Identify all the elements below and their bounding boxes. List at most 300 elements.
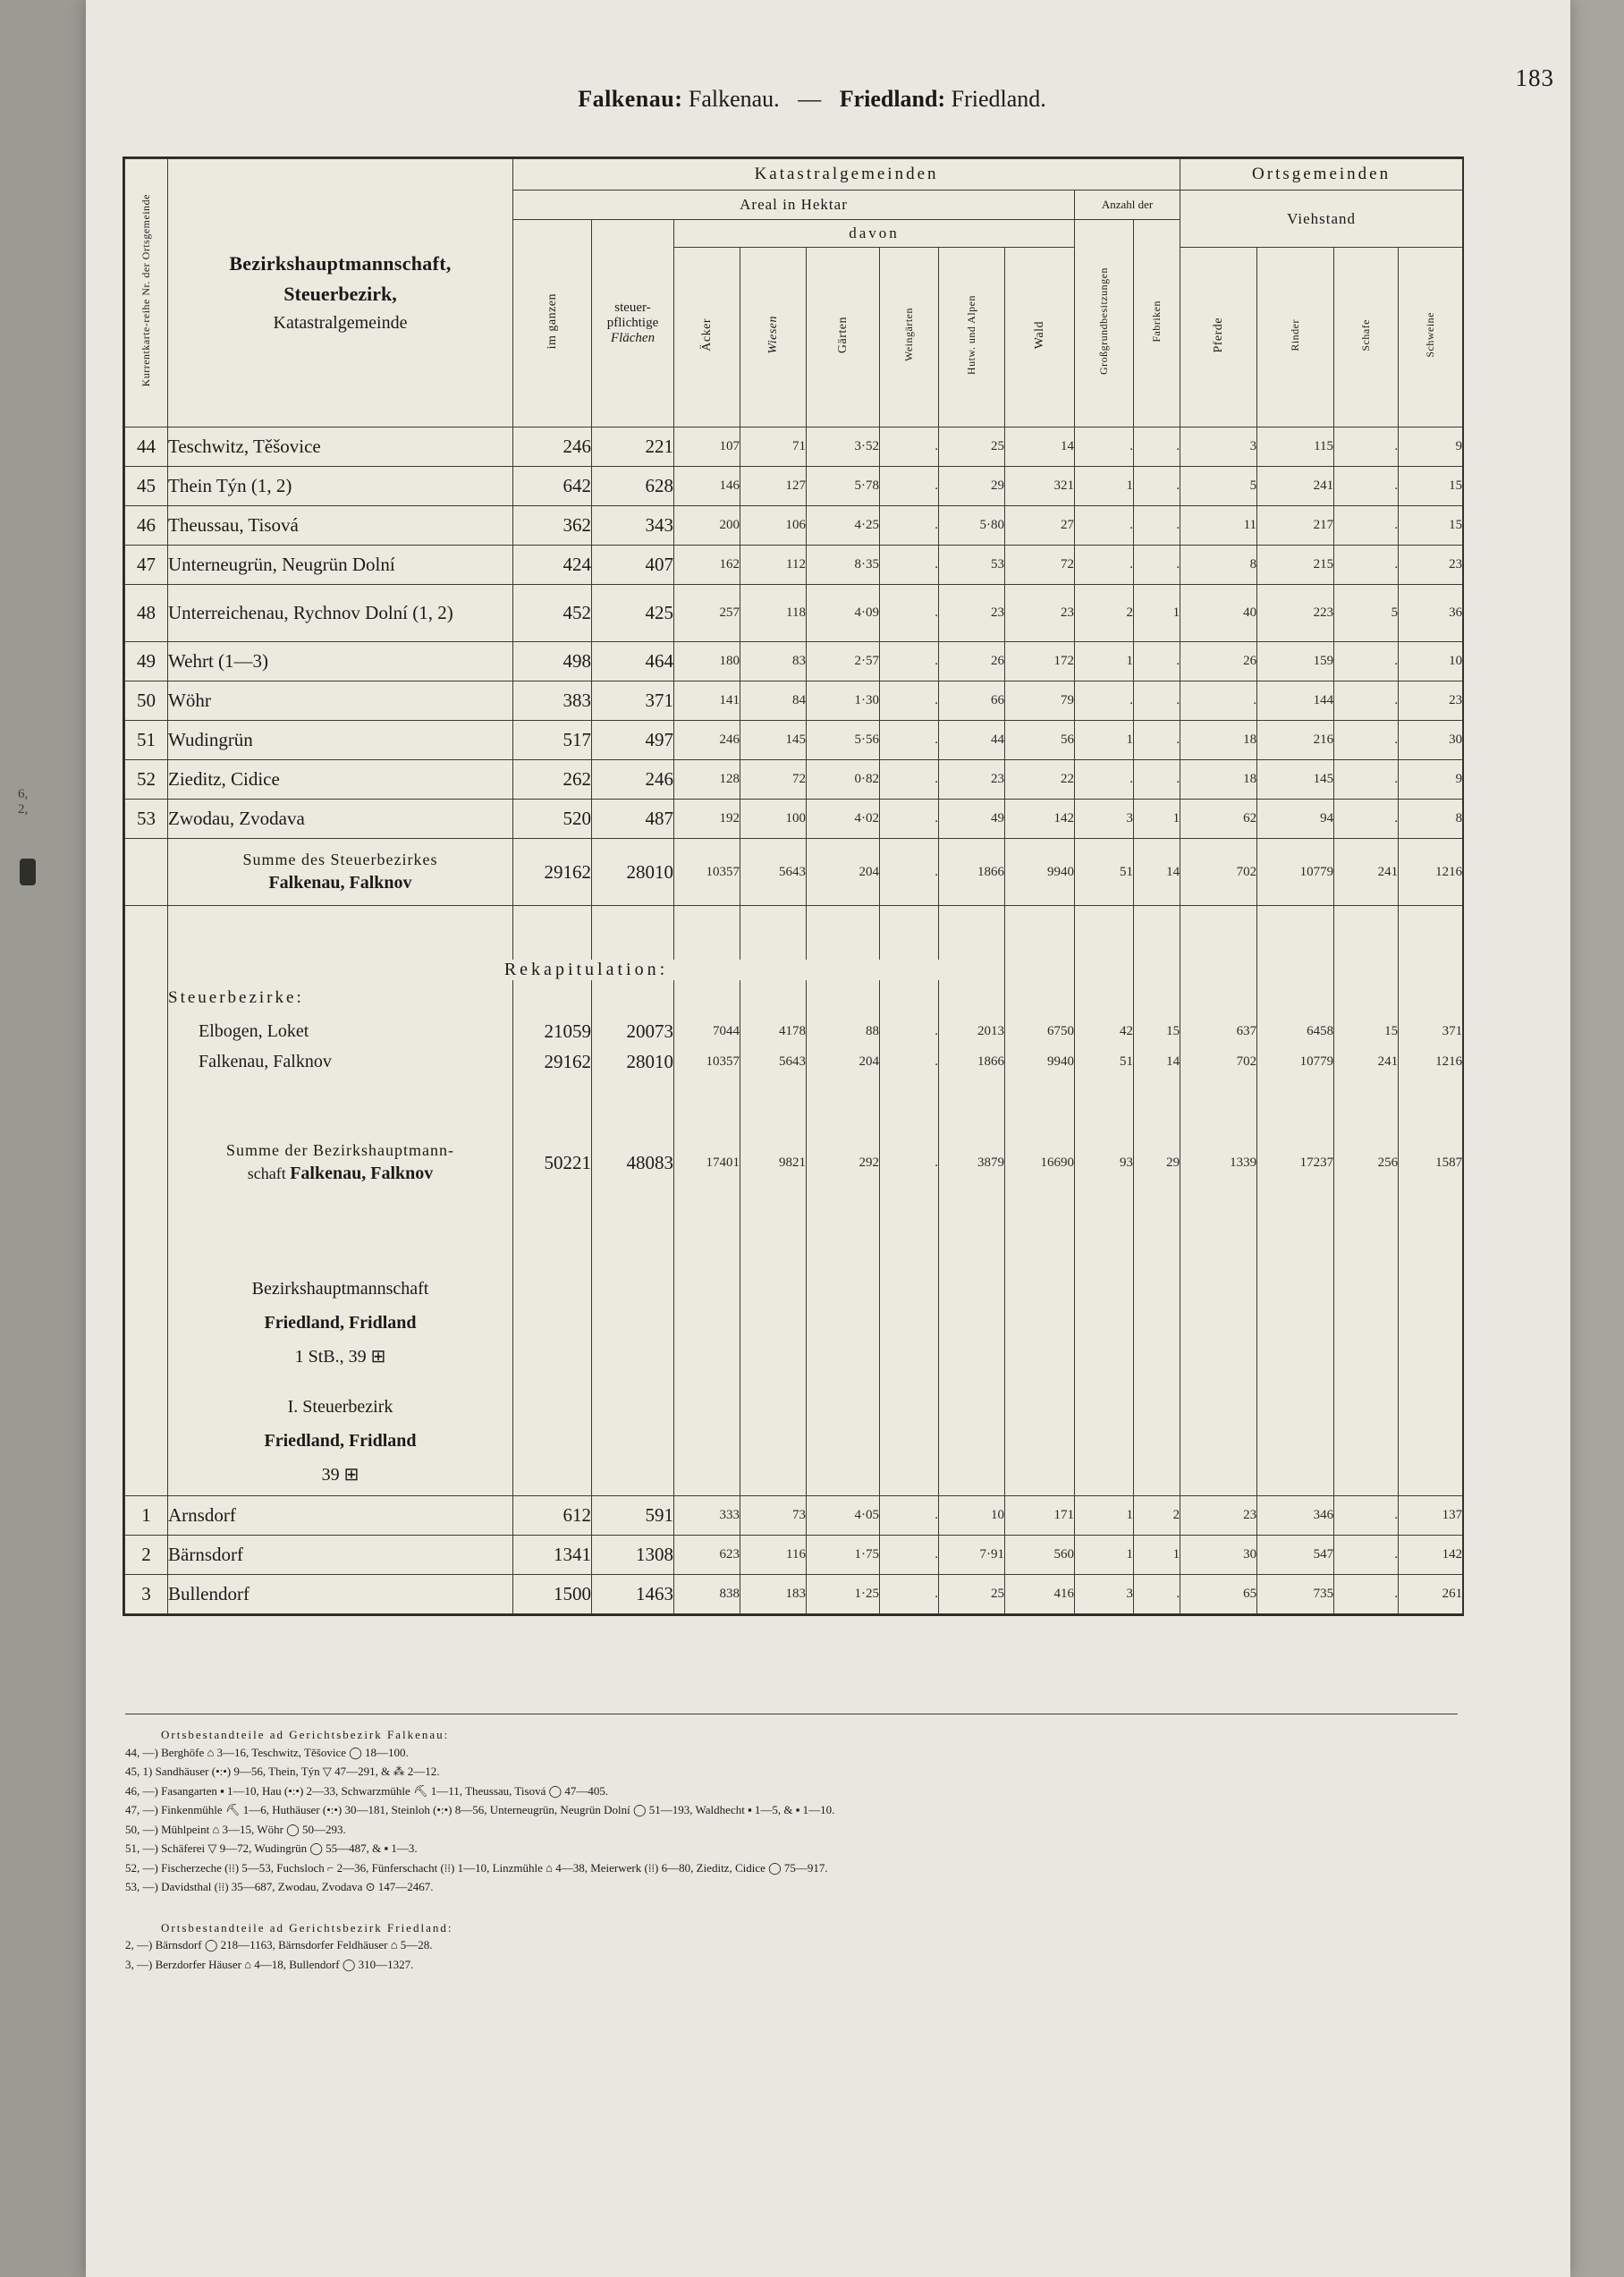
cell-gaerten: 8·35 [807, 546, 880, 585]
footnotes [125, 1726, 1458, 1975]
cell-gaerten: 4·05 [807, 1496, 880, 1536]
cell-hutweiden: 66 [939, 681, 1005, 721]
cell-weingaerten: . [880, 760, 939, 800]
cell-aecker: 162 [674, 546, 740, 585]
cell-rinder: 735 [1257, 1575, 1334, 1614]
cell-wiesen: 83 [740, 642, 807, 681]
cell-steuerpflichtig: 48083 [592, 1130, 674, 1195]
spacer-cell [592, 906, 674, 961]
cell-fabriken: 29 [1134, 1130, 1180, 1195]
spacer-cell [807, 1272, 880, 1496]
row-number: 47 [125, 546, 168, 585]
cell-schafe: 15 [1334, 1016, 1399, 1046]
cell-pferde: 702 [1180, 839, 1257, 906]
cell-wald: 27 [1005, 506, 1075, 546]
cell-schafe: 256 [1334, 1130, 1399, 1195]
cell-steuerpflichtig: 246 [592, 760, 674, 800]
cell-schafe: . [1334, 642, 1399, 681]
cell-rinder: 115 [1257, 427, 1334, 467]
header-weingaerten-label: Weingärten [902, 308, 915, 362]
spacer-cell [592, 980, 674, 1016]
page-number: 183 [1515, 64, 1554, 91]
header-pferde [1180, 248, 1257, 427]
spacer-cell [1075, 1195, 1134, 1272]
spacer-cell [1075, 906, 1134, 961]
header-areal: Areal in Hektar [513, 190, 1075, 220]
spacer-cell [740, 1195, 807, 1272]
cell-steuerpflichtig: 343 [592, 506, 674, 546]
spacer-cell [740, 906, 807, 961]
cell-rinder: 346 [1257, 1496, 1334, 1536]
header-schweine-label: Schweine [1424, 312, 1437, 358]
cell-hutweiden: 53 [939, 546, 1005, 585]
row-number: 53 [125, 800, 168, 839]
cell-schafe: . [1334, 721, 1399, 760]
cell-gaerten: 3·52 [807, 427, 880, 467]
row-name: Zieditz, Cidice [168, 760, 513, 800]
cell-pferde: 23 [1180, 1496, 1257, 1536]
cell-pferde: 62 [1180, 800, 1257, 839]
running-head-dash: — [798, 86, 822, 112]
cell-schweine: 10 [1399, 642, 1463, 681]
cell-pferde: 3 [1180, 427, 1257, 467]
spacer-cell [513, 1077, 592, 1130]
cell-hutweiden: 10 [939, 1496, 1005, 1536]
cell-gaerten: 292 [807, 1130, 880, 1195]
cell-hutweiden: 29 [939, 467, 1005, 506]
header-rinder-label: Rinder [1289, 318, 1302, 351]
header-katastralgemeinde: Katastralgemeinde [273, 313, 408, 333]
cell-aecker: 10357 [674, 839, 740, 906]
margin-mark-text-2: 2, [18, 801, 29, 817]
cell-wiesen: 145 [740, 721, 807, 760]
cell-rinder: 215 [1257, 546, 1334, 585]
table-header-row-1 [125, 159, 1463, 190]
cell-weingaerten: . [880, 546, 939, 585]
cell-im-ganzen: 517 [513, 721, 592, 760]
cell-schweine: 137 [1399, 1496, 1463, 1536]
cell-pferde: 26 [1180, 642, 1257, 681]
cell-steuerpflichtig: 221 [592, 427, 674, 467]
header-group-katastralgemeinden: Katastralgemeinden [513, 159, 1180, 190]
spacer-cell [1180, 1195, 1257, 1272]
spacer-cell [674, 1272, 740, 1496]
cell-fabriken: . [1134, 427, 1180, 467]
cell-wald: 9940 [1005, 839, 1075, 906]
cell-wiesen: 112 [740, 546, 807, 585]
cell-hutweiden: 1866 [939, 839, 1005, 906]
spacer-cell [880, 1272, 939, 1496]
cell-wiesen: 84 [740, 681, 807, 721]
cell-schafe: . [1334, 467, 1399, 506]
cell-hutweiden: 23 [939, 585, 1005, 642]
row-number: 51 [125, 721, 168, 760]
spacer-cell [1399, 1077, 1463, 1130]
cell-steuerpflichtig: 497 [592, 721, 674, 760]
summary-bh-line1: Summe der Bezirkshauptmann- [226, 1141, 454, 1160]
spacer-cell [1180, 1077, 1257, 1130]
summary-row-bezirkshauptmannschaft [125, 1130, 1463, 1195]
cell-hutweiden: 3879 [939, 1130, 1005, 1195]
cell-weingaerten: . [880, 467, 939, 506]
cell-pferde: 1339 [1180, 1130, 1257, 1195]
footnote-item: 45, 1) Sandhäuser (•:•) 9—56, Thein, Týn ▽ 47—291, & ⁂ 2—12. [125, 1765, 440, 1778]
cell-gaerten: 5·78 [807, 467, 880, 506]
cell-pferde: . [1180, 681, 1257, 721]
cell-wald: 22 [1005, 760, 1075, 800]
cell-schafe: . [1334, 1536, 1399, 1575]
spacer-cell [1005, 980, 1075, 1016]
cell-pferde: 637 [1180, 1016, 1257, 1046]
cell-wiesen: 183 [740, 1575, 807, 1614]
cell-pferde: 65 [1180, 1575, 1257, 1614]
spacer-cell [939, 1077, 1005, 1130]
spacer-cell [592, 1195, 674, 1272]
footnote-item: 3, —) Berzdorfer Häuser ⌂ 4—18, Bullendorf ◯ 310—1327. [125, 1957, 414, 1971]
header-schweine [1399, 248, 1463, 427]
cell-weingaerten: . [880, 1536, 939, 1575]
cell-weingaerten: . [880, 1016, 939, 1046]
cell-hutweiden: 2013 [939, 1016, 1005, 1046]
cell-rinder: 10779 [1257, 839, 1334, 906]
cell-aecker: 141 [674, 681, 740, 721]
cell-rinder: 217 [1257, 506, 1334, 546]
cell-wiesen: 106 [740, 506, 807, 546]
spacer-cell [880, 1077, 939, 1130]
table-row [125, 427, 1463, 467]
cell-schweine: 23 [1399, 681, 1463, 721]
cell-fabriken: 14 [1134, 839, 1180, 906]
cell-rinder: 159 [1257, 642, 1334, 681]
cell-wiesen: 4178 [740, 1016, 807, 1046]
spacer-cell [1075, 980, 1134, 1016]
cell-schafe: . [1334, 546, 1399, 585]
rekapitulation-title: Rekapitulation: [503, 960, 669, 979]
cell-wiesen: 73 [740, 1496, 807, 1536]
spacer-cell [1257, 906, 1334, 961]
cell-schafe: . [1334, 681, 1399, 721]
cell-gaerten: 5·56 [807, 721, 880, 760]
cell-hutweiden: 25 [939, 1575, 1005, 1614]
spacer-cell [125, 1130, 168, 1195]
cell-wald: 171 [1005, 1496, 1075, 1536]
left-margin [0, 0, 86, 2277]
cell-hutweiden: 44 [939, 721, 1005, 760]
cell-schweine: 371 [1399, 1016, 1463, 1046]
spacer-cell [674, 906, 740, 961]
cell-gaerten: 4·25 [807, 506, 880, 546]
table-row [125, 506, 1463, 546]
row-number: 52 [125, 760, 168, 800]
footnote-item: 47, —) Finkenmühle ⛏ 1—6, Huthäuser (•:•) 30—181, Steinloh (•:•) 8—56, Unterneugrün, Neugrün Dolní ◯ 51—193, Waldhecht ▪ 1—5, & ▪ 1—10. [125, 1803, 835, 1816]
cell-steuerpflichtig: 425 [592, 585, 674, 642]
cell-gaerten: 1·25 [807, 1575, 880, 1614]
cell-aecker: 246 [674, 721, 740, 760]
cell-aecker: 10357 [674, 1046, 740, 1077]
rekapitulation-row [125, 1046, 1463, 1077]
row-number: 46 [125, 506, 168, 546]
table-row [125, 467, 1463, 506]
margin-mark-text-1: 6, [18, 787, 29, 801]
cell-fabriken: 15 [1134, 1016, 1180, 1046]
cell-im-ganzen: 383 [513, 681, 592, 721]
spacer-cell [939, 980, 1005, 1016]
cell-wiesen: 71 [740, 427, 807, 467]
rekap-name-elbogen: Elbogen, Loket [168, 1016, 513, 1046]
spacer-cell [125, 1195, 168, 1272]
cell-grossgrund: 3 [1075, 800, 1134, 839]
spacer-row [125, 1077, 1463, 1130]
cell-fabriken: 2 [1134, 1496, 1180, 1536]
cell-weingaerten: . [880, 1130, 939, 1195]
spacer-cell [1180, 960, 1257, 980]
cell-aecker: 180 [674, 642, 740, 681]
cell-fabriken: . [1134, 1575, 1180, 1614]
spacer-cell [1334, 1272, 1399, 1496]
cell-aecker: 107 [674, 427, 740, 467]
footnote-item: 46, —) Fasangarten ▪ 1—10, Hau (•:•) 2—33, Schwarzmühle ⛏ 1—11, Theussau, Tisová ◯ 47—405. [125, 1783, 609, 1798]
header-im-ganzen [513, 220, 592, 427]
cell-grossgrund: 93 [1075, 1130, 1134, 1195]
cell-weingaerten: . [880, 721, 939, 760]
spacer-cell [1334, 1195, 1399, 1272]
summary-row-number [125, 839, 168, 906]
cell-fabriken: . [1134, 721, 1180, 760]
spacer-cell [1134, 1272, 1180, 1496]
row-name: Wöhr [168, 681, 513, 721]
spacer-cell [168, 1195, 513, 1272]
spacer-cell [1075, 1272, 1134, 1496]
cell-im-ganzen: 642 [513, 467, 592, 506]
table-row [125, 1536, 1463, 1575]
cell-fabriken: . [1134, 506, 1180, 546]
spacer-cell [1134, 1195, 1180, 1272]
header-davon: davon [674, 220, 1075, 248]
table-row [125, 1496, 1463, 1536]
cell-wald: 23 [1005, 585, 1075, 642]
header-hutweiden [939, 248, 1005, 427]
header-main-col [168, 159, 513, 427]
cell-fabriken: 1 [1134, 800, 1180, 839]
cell-wald: 321 [1005, 467, 1075, 506]
cell-wiesen: 72 [740, 760, 807, 800]
cell-fabriken: 14 [1134, 1046, 1180, 1077]
header-group-ortsgemeinden: Ortsgemeinden [1180, 159, 1463, 190]
cell-grossgrund: 51 [1075, 1046, 1134, 1077]
running-head-right-bold: Friedland: [839, 86, 946, 112]
cell-aecker: 838 [674, 1575, 740, 1614]
cell-wiesen: 118 [740, 585, 807, 642]
cell-wiesen: 5643 [740, 1046, 807, 1077]
row-name: Wudingrün [168, 721, 513, 760]
cell-schweine: 8 [1399, 800, 1463, 839]
spacer-cell [513, 980, 592, 1016]
cell-wald: 79 [1005, 681, 1075, 721]
spacer-cell [1180, 1272, 1257, 1496]
cell-weingaerten: . [880, 427, 939, 467]
cell-im-ganzen: 29162 [513, 1046, 592, 1077]
table-row [125, 546, 1463, 585]
cell-hutweiden: 26 [939, 642, 1005, 681]
margin-blot [20, 859, 36, 885]
summary-row-steuerbezirk [125, 839, 1463, 906]
friedland-l4: I. Steuerbezirk [287, 1397, 393, 1417]
cell-schweine: 30 [1399, 721, 1463, 760]
cell-pferde: 5 [1180, 467, 1257, 506]
cell-hutweiden: 5·80 [939, 506, 1005, 546]
header-viehstand: Viehstand [1180, 190, 1463, 248]
cell-schafe: . [1334, 800, 1399, 839]
cell-aecker: 7044 [674, 1016, 740, 1046]
header-index-label: Kurrentkarte-reihe Nr. der Ortsgemeinde [140, 194, 152, 387]
spacer-cell [740, 1077, 807, 1130]
summary-label [168, 839, 513, 906]
cell-schafe: . [1334, 1575, 1399, 1614]
friedland-l2: Friedland, Fridland [264, 1313, 417, 1333]
friedland-l3: 1 StB., 39 ⊞ [294, 1347, 386, 1367]
header-schafe-label: Schafe [1359, 318, 1373, 351]
cell-hutweiden: 7·91 [939, 1536, 1005, 1575]
header-schafe [1334, 248, 1399, 427]
header-index-col [125, 159, 168, 427]
friedland-l5: Friedland, Fridland [264, 1431, 417, 1451]
cell-wald: 416 [1005, 1575, 1075, 1614]
cell-im-ganzen: 498 [513, 642, 592, 681]
header-grossgrund-label: Großgrundbesitzungen [1097, 267, 1110, 375]
spacer-cell [939, 1272, 1005, 1496]
row-number: 49 [125, 642, 168, 681]
row-number: 50 [125, 681, 168, 721]
cell-steuerpflichtig: 371 [592, 681, 674, 721]
row-name: Bärnsdorf [168, 1536, 513, 1575]
spacer-cell [939, 1195, 1005, 1272]
cell-rinder: 547 [1257, 1536, 1334, 1575]
row-name: Wehrt (1—3) [168, 642, 513, 681]
row-name: Arnsdorf [168, 1496, 513, 1536]
cell-grossgrund: 1 [1075, 1496, 1134, 1536]
cell-wiesen: 9821 [740, 1130, 807, 1195]
spacer-cell [1005, 1272, 1075, 1496]
spacer-cell [740, 980, 807, 1016]
row-name: Thein Týn (1, 2) [168, 467, 513, 506]
footnote-item: 51, —) Schäferei ▽ 9—72, Wudingrün ◯ 55—487, & ▪ 1—3. [125, 1841, 418, 1855]
spacer-cell [513, 906, 592, 961]
footnote-item: 52, —) Fischerzeche (⁞⁞) 5—53, Fuchsloch ⌐ 2—36, Fünferschacht (⁞⁞) 1—10, Linzmühle ⌂ 4—38, Meierwerk (⁞⁞) 6—80, Zieditz, Cidice ◯ 75—917. [125, 1860, 828, 1875]
row-name: Teschwitz, Těšovice [168, 427, 513, 467]
cell-gaerten: 204 [807, 1046, 880, 1077]
cell-gaerten: 88 [807, 1016, 880, 1046]
spacer-cell [674, 1195, 740, 1272]
cell-im-ganzen: 424 [513, 546, 592, 585]
header-gaerten [807, 248, 880, 427]
cell-schweine: 142 [1399, 1536, 1463, 1575]
cell-im-ganzen: 612 [513, 1496, 592, 1536]
cell-pferde: 18 [1180, 760, 1257, 800]
table-row [125, 1575, 1463, 1614]
cell-wald: 6750 [1005, 1016, 1075, 1046]
cell-schafe: 5 [1334, 585, 1399, 642]
cell-wiesen: 116 [740, 1536, 807, 1575]
header-wiesen-label: Wiesen [765, 316, 780, 354]
spacer-cell [1180, 906, 1257, 961]
spacer-cell [1075, 1077, 1134, 1130]
cell-grossgrund: 51 [1075, 839, 1134, 906]
summary-label-line1: Summe des Steuerbezirkes [242, 851, 438, 869]
cell-aecker: 146 [674, 467, 740, 506]
cell-aecker: 192 [674, 800, 740, 839]
table-row [125, 642, 1463, 681]
spacer-cell [168, 1077, 513, 1130]
spacer-cell [125, 906, 168, 961]
footnote-item: 53, —) Davidsthal (⁞⁞) 35—687, Zwodau, Zvodava ⊙ 147—2467. [125, 1880, 434, 1893]
cell-pferde: 30 [1180, 1536, 1257, 1575]
header-steuer-l1: steuer- [614, 300, 651, 315]
spacer-cell [592, 1077, 674, 1130]
cell-grossgrund: 1 [1075, 642, 1134, 681]
table-row [125, 681, 1463, 721]
cell-weingaerten: . [880, 506, 939, 546]
cell-gaerten: 204 [807, 839, 880, 906]
running-head-left-bold: Falkenau: [578, 86, 683, 112]
spacer-cell [1257, 960, 1334, 980]
row-name: Zwodau, Zvodava [168, 800, 513, 839]
cell-grossgrund: . [1075, 506, 1134, 546]
cell-steuerpflichtig: 28010 [592, 839, 674, 906]
cell-fabriken: . [1134, 681, 1180, 721]
cell-fabriken: . [1134, 760, 1180, 800]
table-row [125, 760, 1463, 800]
cell-gaerten: 4·09 [807, 585, 880, 642]
cell-grossgrund: 3 [1075, 1575, 1134, 1614]
table-row [125, 585, 1463, 642]
cell-grossgrund: . [1075, 760, 1134, 800]
cell-steuerpflichtig: 28010 [592, 1046, 674, 1077]
cell-schafe: . [1334, 1496, 1399, 1536]
summary-bh-line2-bold: Falkenau, Falknov [290, 1163, 434, 1183]
header-pferde-label: Pferde [1211, 317, 1225, 353]
header-steuerbezirk: Steuerbezirk, [283, 283, 397, 305]
spacer-cell [807, 1195, 880, 1272]
footnote-section-2-title: Ortsbestandteile ad Gerichtsbezirk Friedland: [161, 1920, 453, 1934]
cell-weingaerten: . [880, 642, 939, 681]
spacer-cell [807, 980, 880, 1016]
cell-aecker: 257 [674, 585, 740, 642]
cell-hutweiden: 1866 [939, 1046, 1005, 1077]
cell-steuerpflichtig: 464 [592, 642, 674, 681]
cell-rinder: 6458 [1257, 1016, 1334, 1046]
rekapitulation-subtitle: Steuerbezirke: [168, 980, 513, 1016]
spacer-cell [125, 1272, 168, 1496]
running-head-right-rest: Friedland. [951, 86, 1046, 112]
table-row [125, 800, 1463, 839]
summary-label-line2: Falkenau, Falknov [268, 872, 412, 893]
spacer-cell [880, 1195, 939, 1272]
cell-rinder: 94 [1257, 800, 1334, 839]
spacer-cell [125, 1046, 168, 1077]
margin-mark-1 [18, 787, 41, 841]
cell-schafe: . [1334, 506, 1399, 546]
footnote-section-1-title: Ortsbestandteile ad Gerichtsbezirk Falkenau: [161, 1728, 450, 1741]
row-number: 48 [125, 585, 168, 642]
cell-steuerpflichtig: 20073 [592, 1016, 674, 1046]
cell-schweine: 23 [1399, 546, 1463, 585]
cell-fabriken: . [1134, 546, 1180, 585]
header-anzahl-der: Anzahl der [1075, 190, 1180, 220]
spacer-cell [1399, 960, 1463, 980]
rekapitulation-row [125, 1016, 1463, 1046]
cell-pferde: 702 [1180, 1046, 1257, 1077]
header-gaerten-label: Gärten [835, 316, 850, 354]
